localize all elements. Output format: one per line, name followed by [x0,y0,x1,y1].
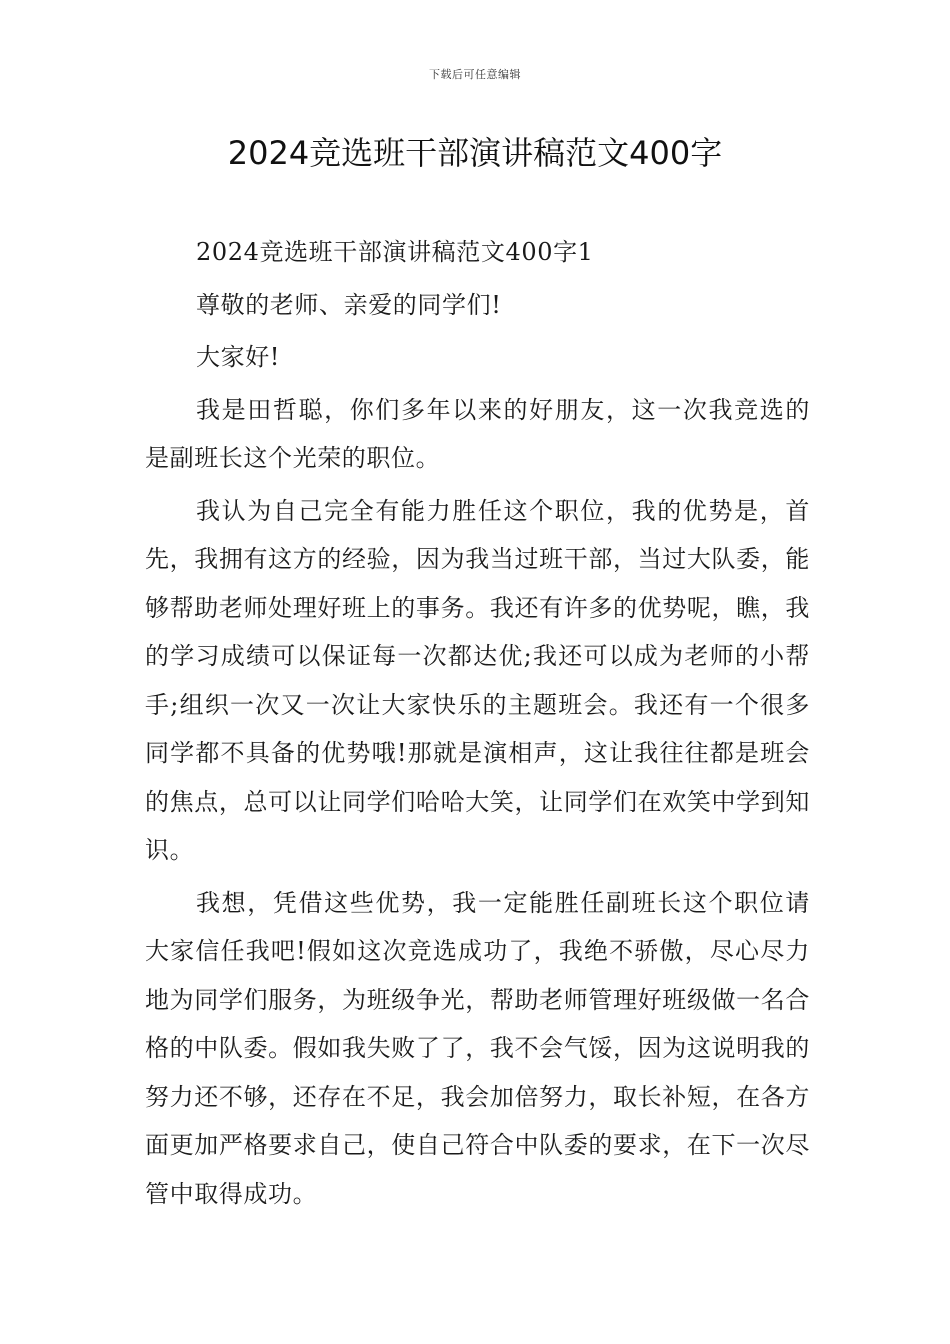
paragraph-pledge: 我想，凭借这些优势，我一定能胜任副班长这个职位请大家信任我吧!假如这次竞选成功了，我绝不骄傲，尽心尽力地为同学们服务，为班级争光，帮助老师管理好班级做一名合格的中队委。假如我失败了了，我不会气馁，因为这说明我的努力还不够，还存在不足，我会加倍努力，取长补短，在各方面更加严格要求自己，使自己符合中队委的要求，在下一次尽管中取得成功。 [145,888,810,1208]
paragraph-intro: 我是田哲聪，你们多年以来的好朋友，这一次我竞选的是副班长这个光荣的职位。 [145,395,810,472]
document-body [145,228,810,1218]
header-note: 下载后可任意编辑 [429,68,521,81]
paragraph-salutation: 尊敬的老师、亲爱的同学们! [196,290,502,319]
paragraph-greeting: 大家好! [196,343,281,371]
paragraph-strengths: 我认为自己完全有能力胜任这个职位，我的优势是，首先，我拥有这方的经验，因为我当过班干部，当过大队委，能够帮助老师处理好班上的事务。我还有许多的优势呢，瞧，我的学习成绩可以保证每一次都达优;我还可以成为老师的小帮手;组织一次又一次让大家快乐的主题班会。我还有一个很多同学都不具备的优势哦!那就是演相声，这让我往往都是班会的焦点，总可以让同学们哈哈大笑，让同学们在欢笑中学到知识。 [145,496,810,864]
paragraph-subtitle: 2024竞选班干部演讲稿范文400字1 [196,238,594,266]
page-title: 2024竞选班干部演讲稿范文400字 [227,134,723,172]
